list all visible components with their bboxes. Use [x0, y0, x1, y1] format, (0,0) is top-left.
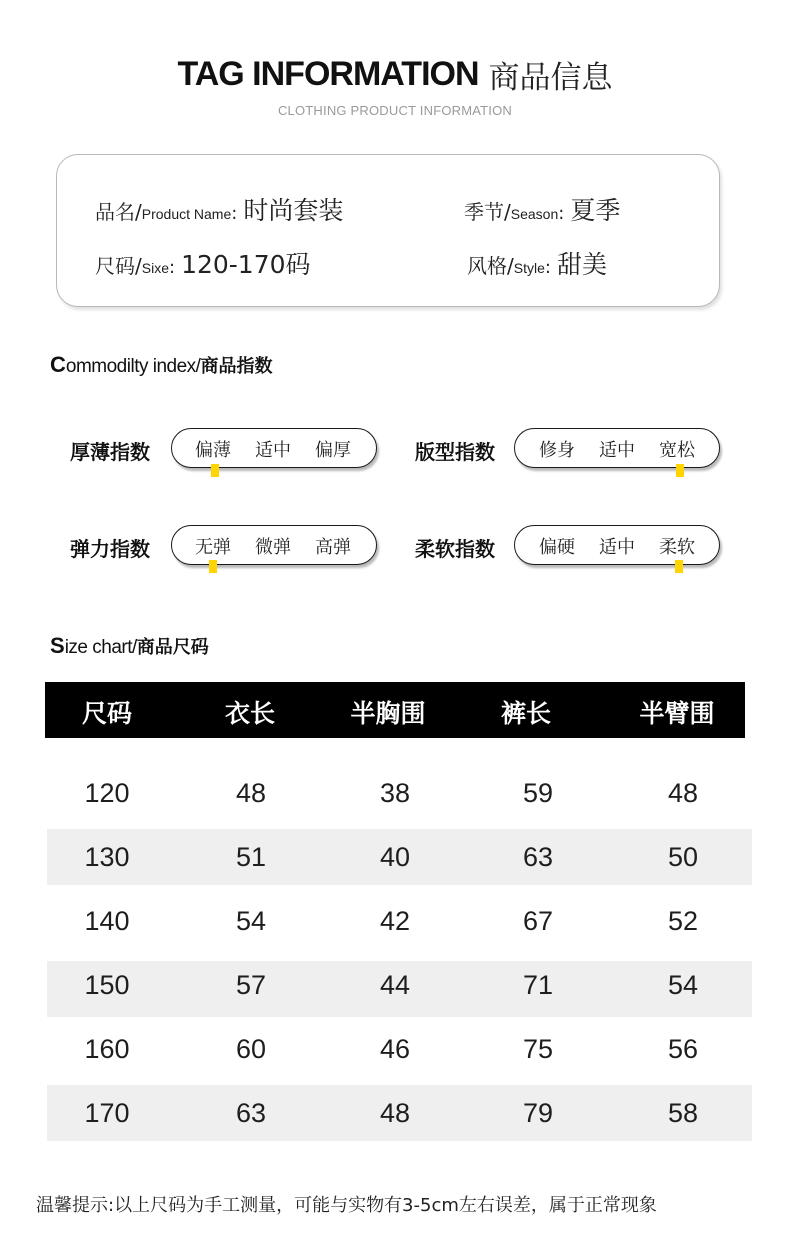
elasticity-option-none: 无弹	[195, 537, 231, 558]
commodity-index-heading: Commodilty index/商品指数	[50, 352, 273, 377]
table-cell: 48	[235, 778, 267, 808]
elasticity-selected-marker	[209, 560, 217, 573]
table-cell: 170	[84, 1098, 130, 1128]
season-value: 夏季	[570, 196, 621, 225]
table-cell: 50	[667, 842, 699, 872]
table-cell: 58	[667, 1098, 699, 1128]
thickness-selected-marker	[211, 464, 219, 477]
table-cell: 42	[379, 906, 411, 936]
fit-option-slim: 修身	[539, 440, 575, 461]
table-cell: 160	[84, 1034, 130, 1064]
title-chinese: 商品信息	[488, 60, 613, 96]
fit-selected-marker	[676, 464, 684, 477]
size-table-header	[45, 682, 745, 738]
table-cell: 71	[522, 970, 554, 1000]
thickness-option-thin: 偏薄	[195, 440, 231, 461]
info-size: 尺码/Sixe: 120-170码	[95, 250, 311, 279]
table-cell: 150	[84, 970, 130, 1000]
measurement-note: 温馨提示:以上尺码为手工测量，可能与实物有3-5cm左右误差，属于正常现象	[36, 1195, 657, 1216]
thickness-option-medium: 适中	[255, 440, 291, 461]
table-cell: 120	[84, 778, 130, 808]
softness-index-label: 柔软指数	[415, 537, 495, 561]
thickness-index-label: 厚薄指数	[70, 440, 150, 464]
column-header-pants-length: 裤长	[500, 699, 552, 728]
column-header-length: 衣长	[224, 699, 276, 728]
thickness-option-thick: 偏厚	[315, 440, 351, 461]
table-cell: 51	[235, 842, 267, 872]
fit-index-label: 版型指数	[415, 440, 495, 464]
column-header-half-arm: 半臂围	[639, 699, 715, 728]
table-cell: 48	[667, 778, 699, 808]
size-value: 120-170码	[181, 250, 311, 279]
table-cell: 130	[84, 842, 130, 872]
table-cell: 54	[667, 970, 699, 1000]
page-subtitle: CLOTHING PRODUCT INFORMATION	[277, 103, 513, 118]
info-season: 季节/Season: 夏季	[464, 196, 621, 225]
table-cell: 79	[522, 1098, 554, 1128]
size-chart-heading: Size chart/商品尺码	[50, 633, 209, 658]
table-cell: 59	[522, 778, 554, 808]
table-cell: 63	[522, 842, 554, 872]
table-cell: 38	[379, 778, 411, 808]
table-cell: 60	[235, 1034, 267, 1064]
tag-info-card	[56, 154, 720, 307]
page-title	[0, 52, 790, 97]
info-product-name: 品名/Product Name: 时尚套装	[95, 196, 344, 225]
fit-option-loose: 宽松	[659, 440, 695, 461]
softness-option-soft: 柔软	[659, 537, 695, 558]
column-header-half-chest: 半胸围	[350, 699, 426, 728]
table-cell: 56	[667, 1034, 699, 1064]
style-value: 甜美	[556, 250, 607, 279]
table-cell: 44	[379, 970, 411, 1000]
softness-selected-marker	[675, 560, 683, 573]
table-cell: 46	[379, 1034, 411, 1064]
elasticity-option-high: 高弹	[315, 537, 351, 558]
fit-option-medium: 适中	[599, 440, 635, 461]
table-cell: 63	[235, 1098, 267, 1128]
table-cell: 52	[667, 906, 699, 936]
softness-option-hard: 偏硬	[539, 537, 575, 558]
table-cell: 140	[84, 906, 130, 936]
title-english: TAG INFORMATION	[177, 55, 479, 93]
product-name-value: 时尚套装	[243, 196, 344, 225]
table-cell: 57	[235, 970, 267, 1000]
table-cell: 54	[235, 906, 267, 936]
table-cell: 48	[379, 1098, 411, 1128]
table-cell: 40	[379, 842, 411, 872]
elasticity-index-label: 弹力指数	[70, 537, 150, 561]
column-header-size: 尺码	[81, 699, 133, 728]
info-style: 风格/Style: 甜美	[467, 250, 607, 279]
softness-option-medium: 适中	[599, 537, 635, 558]
table-cell: 75	[522, 1034, 554, 1064]
elasticity-option-slight: 微弹	[255, 537, 291, 558]
table-cell: 67	[522, 906, 554, 936]
